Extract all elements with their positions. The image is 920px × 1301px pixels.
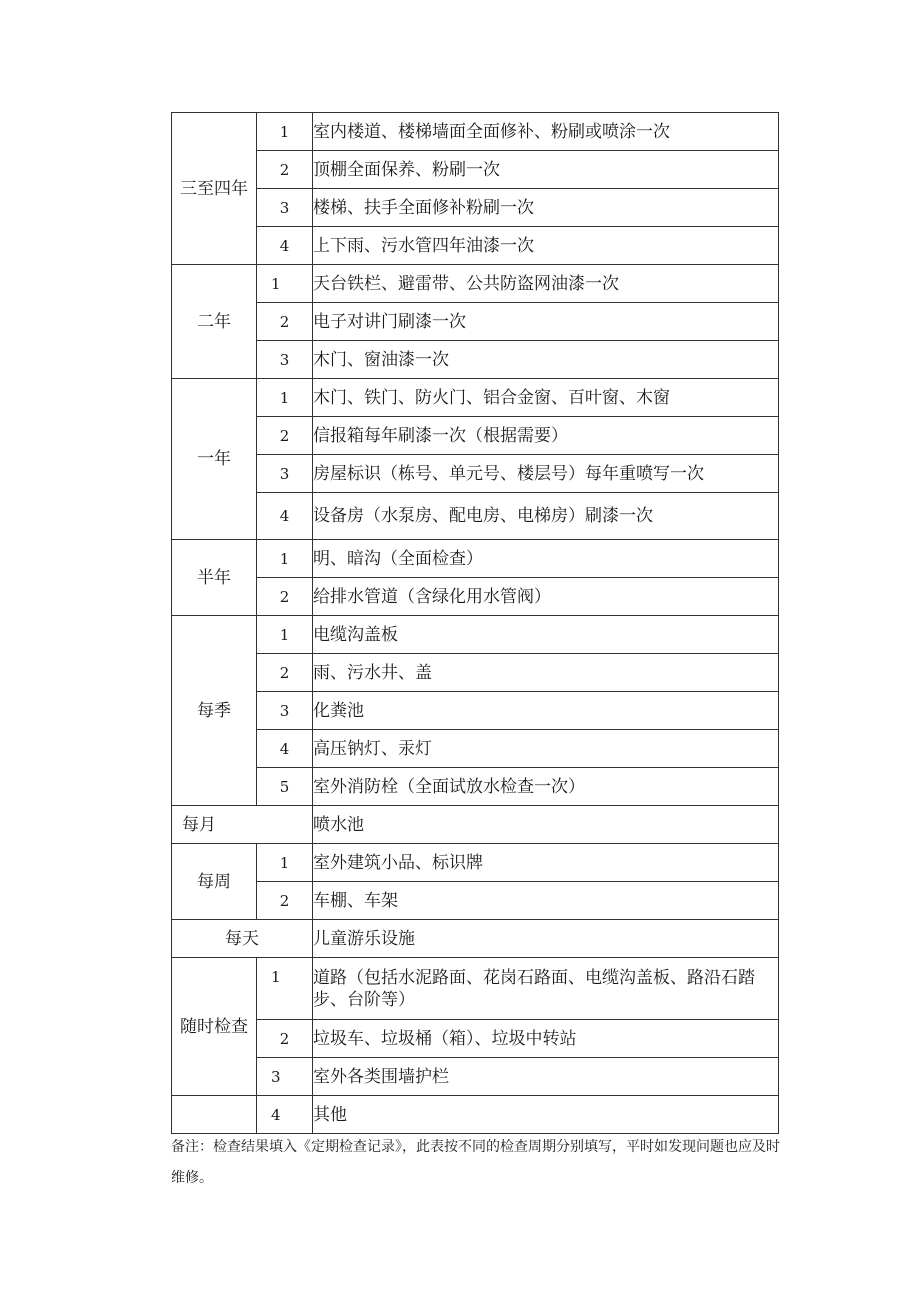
item-number: 1 (257, 540, 313, 578)
item-number: 3 (257, 189, 313, 227)
table-row (172, 654, 779, 692)
item-number: 3 (257, 1058, 313, 1096)
item-number: 4 (257, 493, 313, 540)
item-number: 2 (257, 417, 313, 455)
table-row (172, 341, 779, 379)
table-row (172, 920, 779, 958)
item-description: 道路（包括水泥路面、花岗石路面、电缆沟盖板、路沿石踏步、台阶等） (313, 958, 779, 1020)
period-cell: 每周 (172, 844, 257, 920)
item-description: 室外消防栓（全面试放水检查一次） (313, 768, 779, 806)
table-row (172, 455, 779, 493)
table-row (172, 540, 779, 578)
footnote: 备注：检查结果填入《定期检查记录》，此表按不同的检查周期分别填写，平时如发现问题也应及时维修。 (171, 1139, 780, 1186)
period-cell: 每月 (172, 806, 313, 844)
item-number: 4 (257, 1096, 313, 1134)
table-row (172, 189, 779, 227)
period-cell-empty (172, 1096, 257, 1134)
item-number: 3 (257, 341, 313, 379)
item-description: 电缆沟盖板 (313, 616, 779, 654)
table-row (172, 113, 779, 151)
table-row (172, 958, 779, 1020)
period-cell: 每季 (172, 616, 257, 806)
table-row (172, 493, 779, 540)
table-row (172, 227, 779, 265)
period-cell: 三至四年 (172, 113, 257, 265)
table-row (172, 1058, 779, 1096)
period-cell: 一年 (172, 379, 257, 540)
item-description: 电子对讲门刷漆一次 (313, 303, 779, 341)
item-description: 信报箱每年刷漆一次（根据需要） (313, 417, 779, 455)
item-description: 顶棚全面保养、粉刷一次 (313, 151, 779, 189)
maintenance-schedule-table (171, 112, 779, 1134)
item-description: 给排水管道（含绿化用水管阀） (313, 578, 779, 616)
item-number: 1 (257, 113, 313, 151)
item-description: 天台铁栏、避雷带、公共防盗网油漆一次 (313, 265, 779, 303)
table-row (172, 379, 779, 417)
item-number: 2 (257, 578, 313, 616)
period-cell: 随时检查 (172, 958, 257, 1096)
period-cell: 二年 (172, 265, 257, 379)
table-row (172, 578, 779, 616)
item-number: 1 (257, 616, 313, 654)
item-description: 室外建筑小品、标识牌 (313, 844, 779, 882)
item-description: 其他 (313, 1096, 779, 1134)
item-description: 室内楼道、楼梯墙面全面修补、粉刷或喷涂一次 (313, 113, 779, 151)
item-description: 明、暗沟（全面检查） (313, 540, 779, 578)
period-cell: 每天 (172, 920, 313, 958)
item-number: 1 (257, 958, 313, 1020)
table-row (172, 616, 779, 654)
table-row (172, 1096, 779, 1134)
item-number: 2 (257, 882, 313, 920)
table-row (172, 303, 779, 341)
table-row (172, 730, 779, 768)
item-description: 雨、污水井、盖 (313, 654, 779, 692)
item-description: 木门、铁门、防火门、铝合金窗、百叶窗、木窗 (313, 379, 779, 417)
table-row (172, 692, 779, 730)
item-number: 2 (257, 151, 313, 189)
item-description: 上下雨、污水管四年油漆一次 (313, 227, 779, 265)
item-description: 木门、窗油漆一次 (313, 341, 779, 379)
table-row (172, 151, 779, 189)
table-row (172, 882, 779, 920)
item-number: 4 (257, 730, 313, 768)
table-row (172, 265, 779, 303)
item-description: 设备房（水泵房、配电房、电梯房）刷漆一次 (313, 493, 779, 540)
period-cell: 半年 (172, 540, 257, 616)
item-number: 1 (257, 265, 313, 303)
table-row (172, 417, 779, 455)
item-description: 楼梯、扶手全面修补粉刷一次 (313, 189, 779, 227)
table-row (172, 806, 779, 844)
item-description: 房屋标识（栋号、单元号、楼层号）每年重喷写一次 (313, 455, 779, 493)
item-description: 喷水池 (313, 806, 779, 844)
item-number: 3 (257, 692, 313, 730)
item-description: 高压钠灯、汞灯 (313, 730, 779, 768)
item-description: 室外各类围墙护栏 (313, 1058, 779, 1096)
item-number: 1 (257, 844, 313, 882)
item-description: 儿童游乐设施 (313, 920, 779, 958)
item-number: 5 (257, 768, 313, 806)
item-number: 1 (257, 379, 313, 417)
item-description: 垃圾车、垃圾桶（箱）、垃圾中转站 (313, 1020, 779, 1058)
item-number: 2 (257, 303, 313, 341)
item-description: 车棚、车架 (313, 882, 779, 920)
item-number: 2 (257, 654, 313, 692)
table-row (172, 768, 779, 806)
item-number: 3 (257, 455, 313, 493)
item-number: 2 (257, 1020, 313, 1058)
table-row (172, 1020, 779, 1058)
item-number: 4 (257, 227, 313, 265)
table-row (172, 844, 779, 882)
item-description: 化粪池 (313, 692, 779, 730)
